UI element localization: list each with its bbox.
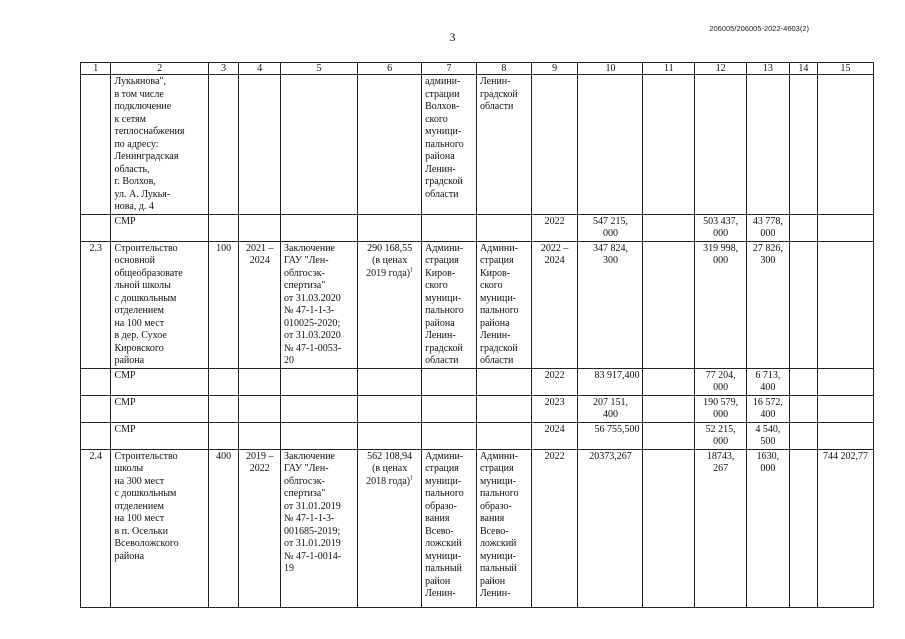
document-code: 206005/206005-2022-4603(2) [709,24,809,33]
period-cell: 2021 – 2024 [239,241,281,368]
table-row [81,75,874,215]
header-cell: 7 [422,63,477,75]
table-row [81,241,874,368]
table-row [81,214,874,241]
capacity-cell: 100 [208,241,238,368]
header-cell: 8 [476,63,531,75]
cost-cell: 562 108,94 (в ценах 2018 года)$^1$ [358,449,422,607]
row-number: 2.4 [81,449,111,607]
table-row [81,368,874,395]
expertise-cell: Заключение ГАУ "Лен- облгосэк- спертиза" от 31.03.2020 № 47-1-1-3- 010025-2020; от 31.03.2020 № 47-1-0053- 20 [281,241,358,368]
regional-budget-cell: 503 437, 000 [695,214,747,241]
local-budget-cell: 1630, 000 [747,449,790,607]
year-cell: 2022 – 2024 [531,241,578,368]
total-cell: 347 824, 300 [578,241,643,368]
period-cell: 2019 – 2022 [239,449,281,607]
regional-budget-cell: 319 998, 000 [695,241,747,368]
investment-table [80,62,874,608]
header-cell: 15 [818,63,874,75]
page-number: 3 [449,30,456,44]
project-name: Строительство основной общеобразовате льной школы с дошкольным отделением на 100 мест в дер. Сухое Кировского района [111,241,208,368]
header-cell: 3 [208,63,238,75]
row-number: 2.3 [81,241,111,368]
header-cell: 12 [695,63,747,75]
total-cell: 56 755,500 [578,422,643,449]
organizer-cell: Админи- страция Киров- ского муници- пального района Ленин- градской области [476,241,531,368]
year-cell: 2022 [531,214,578,241]
header-cell: 4 [239,63,281,75]
customer-cell: Админи- страция Киров- ского муници- пального района Ленин- градской области [422,241,477,368]
header-cell: 2 [111,63,208,75]
table-row [81,422,874,449]
regional-budget-cell: 18743, 267 [695,449,747,607]
local-budget-cell: 43 778, 000 [747,214,790,241]
year-cell: 2023 [531,395,578,422]
year-cell: 2022 [531,449,578,607]
limit-cell: 744 202,77 [818,449,874,607]
local-budget-cell: 16 572, 400 [747,395,790,422]
expertise-cell: Заключение ГАУ "Лен- облгосэк- спертиза" от 31.01.2019 № 47-1-1-3- 001685-2019; от 31.01.2019 № 47-1-0014- 19 [281,449,358,607]
organizer-cell: Админи- страция муници- пального образо- вания Всево- ложский муници- пальный район Ленин- [476,449,531,607]
smr-label: СМР [111,422,208,449]
total-cell: 207 151, 400 [578,395,643,422]
total-cell: 547 215, 000 [578,214,643,241]
header-cell: 10 [578,63,643,75]
header-cell: 14 [789,63,817,75]
header-cell: 13 [747,63,790,75]
customer-cell: Админи- страция муници- пального образо- вания Всево- ложский муници- пальный район Ленин- [422,449,477,607]
cost-cell: 290 168,55 (в ценах 2019 года)$^1$ [358,241,422,368]
project-name: Лукьянова", в том числе подключение к сетям теплоснабжения по адресу: Ленинградская область, г. Волхов, ул. А. Лукья- нова, д. 4 [111,75,208,215]
total-cell: 20373,267 [578,449,643,607]
regional-budget-cell: 190 579, 000 [695,395,747,422]
local-budget-cell: 4 540, 500 [747,422,790,449]
regional-budget-cell: 77 204, 000 [695,368,747,395]
header-cell: 9 [531,63,578,75]
header-cell: 6 [358,63,422,75]
year-cell: 2024 [531,422,578,449]
header-cell: 1 [81,63,111,75]
table-row [81,395,874,422]
local-budget-cell: 6 713, 400 [747,368,790,395]
smr-label: СМР [111,214,208,241]
header-cell: 11 [643,63,695,75]
project-name: Строительство школы на 300 мест с дошкольным отделением на 100 мест в п. Осельки Всеволожского района [111,449,208,607]
header-cell: 5 [281,63,358,75]
smr-label: СМР [111,368,208,395]
table-row [81,449,874,607]
smr-label: СМР [111,395,208,422]
customer-cell: админи- страции Волхов- ского муници- пального района Ленин- градской области [422,75,477,215]
year-cell: 2022 [531,368,578,395]
organizer-cell: Ленин- градской области [476,75,531,215]
regional-budget-cell: 52 215, 000 [695,422,747,449]
header-row [81,63,874,75]
total-cell: 83 917,400 [578,368,643,395]
local-budget-cell: 27 826, 300 [747,241,790,368]
capacity-cell: 400 [208,449,238,607]
